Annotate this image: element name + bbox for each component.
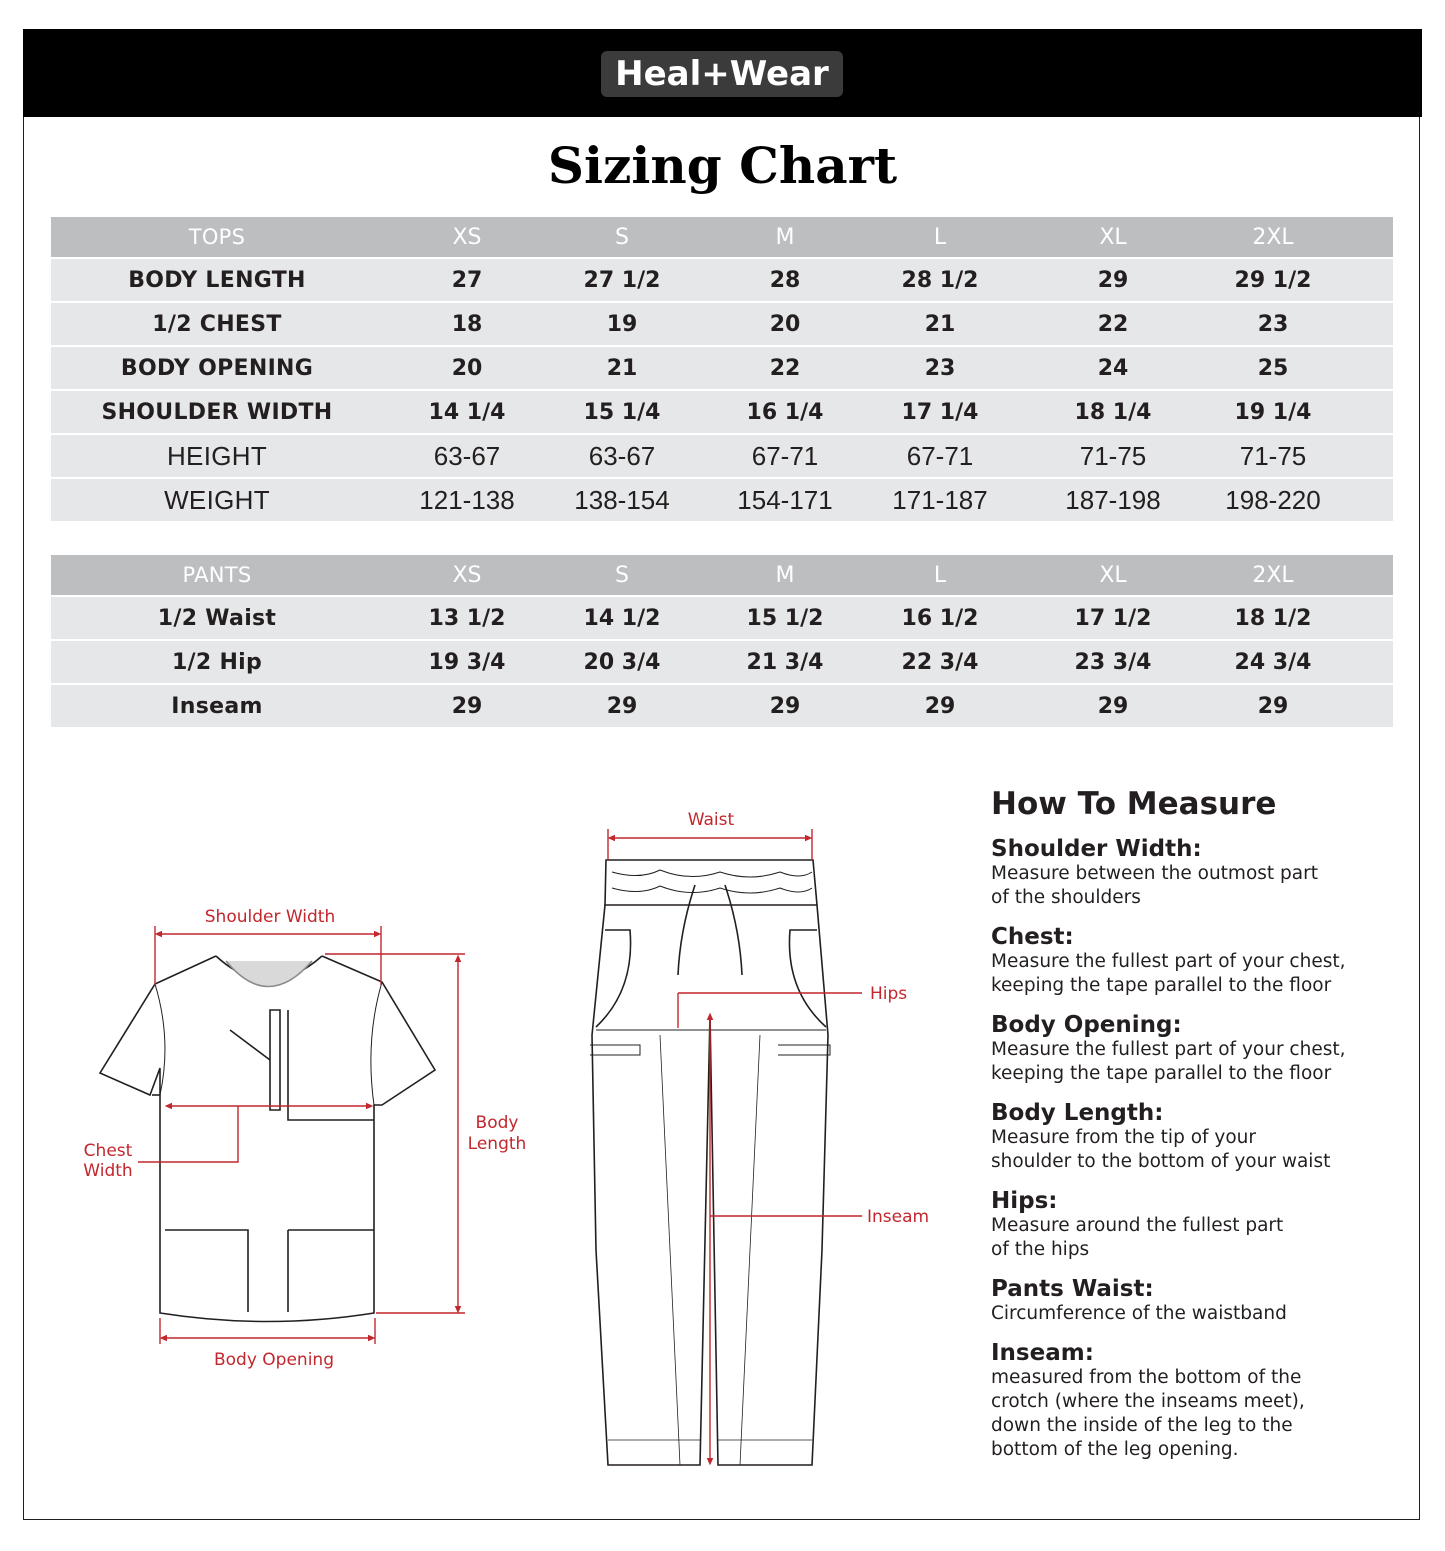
table-cell: 171-187 <box>892 484 988 515</box>
table-header-cell: XL <box>1099 224 1127 250</box>
table-cell: 187-198 <box>1065 484 1161 515</box>
body-opening-label: Body Opening <box>213 1350 335 1370</box>
table-cell: 17 1/4 <box>901 399 979 425</box>
table-cell: 14 1/2 <box>583 605 661 631</box>
table-cell: 23 <box>924 355 956 381</box>
how-to-measure-panel <box>991 786 1411 1476</box>
table-cell: 71-75 <box>1079 440 1147 471</box>
chest-width-label-line2: Width <box>83 1161 133 1181</box>
row-label: BODY LENGTH <box>128 267 306 293</box>
table-cell: 27 <box>451 267 483 293</box>
howto-inseam <box>991 1340 1411 1462</box>
howto-text: Measure between the outmost part <box>991 863 1318 884</box>
table-cell: 16 1/2 <box>901 605 979 631</box>
table-header-cell: PANTS <box>182 563 252 587</box>
table-header-cell: M <box>775 562 795 588</box>
body-length-label-line1: Body <box>475 1113 519 1133</box>
howto-heading: Pants Waist: <box>991 1276 1154 1302</box>
howto-text: down the inside of the leg to the <box>991 1415 1293 1436</box>
table-cell: 20 <box>451 355 483 381</box>
howto-heading: Chest: <box>991 924 1074 950</box>
table-cell: 67-71 <box>751 440 819 471</box>
howto-shoulder-width <box>991 836 1411 910</box>
table-cell: 25 <box>1257 355 1289 381</box>
table-cell: 29 <box>769 693 801 719</box>
howto-text: Circumference of the waistband <box>991 1303 1287 1324</box>
table-cell: 20 3/4 <box>583 649 661 675</box>
table-header-cell: 2XL <box>1252 224 1294 250</box>
table-cell: 21 <box>606 355 638 381</box>
table-cell: 22 <box>769 355 801 381</box>
table-cell: 20 <box>769 311 801 337</box>
howto-pants-waist <box>991 1276 1411 1326</box>
howto-text: of the shoulders <box>991 887 1141 908</box>
table-cell: 24 3/4 <box>1234 649 1312 675</box>
howto-text: shoulder to the bottom of your waist <box>991 1151 1331 1172</box>
table-cell: 28 1/2 <box>901 267 979 293</box>
brand-logo: Heal+Wear <box>601 51 843 97</box>
howto-text: Measure the fullest part of your chest, <box>991 1039 1346 1060</box>
body-length-label-line2: Length <box>467 1134 527 1154</box>
table-cell: 18 1/2 <box>1234 605 1312 631</box>
table-cell: 63-67 <box>433 440 501 471</box>
howto-text: bottom of the leg opening. <box>991 1439 1239 1460</box>
chest-width-label-line1: Chest <box>83 1141 133 1161</box>
how-to-measure-title: How To Measure <box>991 786 1277 822</box>
table-header-cell: XS <box>452 224 482 250</box>
table-cell: 15 1/4 <box>583 399 661 425</box>
howto-heading: Hips: <box>991 1188 1058 1214</box>
top-measure-lines <box>138 926 465 1344</box>
table-cell: 121-138 <box>419 484 515 515</box>
table-cell: 23 3/4 <box>1074 649 1152 675</box>
table-cell: 138-154 <box>574 484 670 515</box>
table-cell: 29 <box>451 693 483 719</box>
table-cell: 27 1/2 <box>583 267 661 293</box>
table-cell: 29 1/2 <box>1234 267 1312 293</box>
howto-text: keeping the tape parallel to the floor <box>991 1063 1332 1084</box>
table-cell: 14 1/4 <box>428 399 506 425</box>
howto-heading: Body Length: <box>991 1100 1164 1126</box>
row-label: 1/2 Waist <box>157 605 277 631</box>
table-cell: 15 1/2 <box>746 605 824 631</box>
howto-text: Measure around the fullest part <box>991 1215 1284 1236</box>
table-cell: 19 1/4 <box>1234 399 1312 425</box>
howto-hips <box>991 1188 1411 1262</box>
row-label: SHOULDER WIDTH <box>101 399 333 425</box>
page-title: Sizing Chart <box>547 136 898 195</box>
howto-text: crotch (where the inseams meet), <box>991 1391 1305 1412</box>
row-label: WEIGHT <box>164 484 270 515</box>
inseam-label: Inseam <box>867 1207 930 1227</box>
table-cell: 19 <box>606 311 638 337</box>
table-cell: 21 3/4 <box>746 649 824 675</box>
table-cell: 19 3/4 <box>428 649 506 675</box>
row-label: 1/2 Hip <box>171 649 263 675</box>
table-header-cell: L <box>933 562 947 588</box>
table-cell: 29 <box>1097 693 1129 719</box>
table-cell: 63-67 <box>588 440 656 471</box>
table-header-cell: S <box>615 224 629 250</box>
table-header-cell: 2XL <box>1252 562 1294 588</box>
table-header-cell: XL <box>1099 562 1127 588</box>
howto-text: measured from the bottom of the <box>991 1367 1302 1388</box>
table-header-cell: S <box>615 562 629 588</box>
table-cell: 71-75 <box>1239 440 1307 471</box>
howto-heading: Shoulder Width: <box>991 836 1202 862</box>
table-cell: 13 1/2 <box>428 605 506 631</box>
table-cell: 22 <box>1097 311 1129 337</box>
table-cell: 18 <box>451 311 483 337</box>
table-cell: 154-171 <box>737 484 833 515</box>
table-cell: 24 <box>1097 355 1129 381</box>
table-cell: 198-220 <box>1225 484 1321 515</box>
table-cell: 29 <box>1257 693 1289 719</box>
table-header-cell: TOPS <box>188 225 246 249</box>
howto-text: keeping the tape parallel to the floor <box>991 975 1332 996</box>
table-cell: 29 <box>1097 267 1129 293</box>
shoulder-width-label: Shoulder Width <box>204 907 336 927</box>
row-label: HEIGHT <box>166 440 268 471</box>
row-label: Inseam <box>171 693 263 719</box>
howto-text: of the hips <box>991 1239 1090 1260</box>
howto-body-length <box>991 1100 1411 1174</box>
table-header-cell: M <box>775 224 795 250</box>
howto-heading: Inseam: <box>991 1340 1094 1366</box>
table-cell: 23 <box>1257 311 1289 337</box>
table-header-cell: L <box>933 224 947 250</box>
howto-text: Measure the fullest part of your chest, <box>991 951 1346 972</box>
table-header-cell: XS <box>452 562 482 588</box>
scrub-top-drawing <box>100 956 435 1322</box>
row-label: 1/2 CHEST <box>152 311 282 337</box>
table-cell: 29 <box>924 693 956 719</box>
howto-text: Measure from the tip of your <box>991 1127 1257 1148</box>
waist-label: Waist <box>687 810 735 830</box>
howto-body-opening <box>991 1012 1411 1086</box>
table-cell: 28 <box>769 267 801 293</box>
table-cell: 21 <box>924 311 956 337</box>
hips-label: Hips <box>870 984 908 1004</box>
table-cell: 16 1/4 <box>746 399 824 425</box>
table-cell: 29 <box>606 693 638 719</box>
table-cell: 17 1/2 <box>1074 605 1152 631</box>
table-cell: 67-71 <box>906 440 974 471</box>
table-cell: 22 3/4 <box>901 649 979 675</box>
howto-chest <box>991 924 1411 998</box>
table-cell: 18 1/4 <box>1074 399 1152 425</box>
row-label: BODY OPENING <box>120 355 314 381</box>
howto-heading: Body Opening: <box>991 1012 1182 1038</box>
